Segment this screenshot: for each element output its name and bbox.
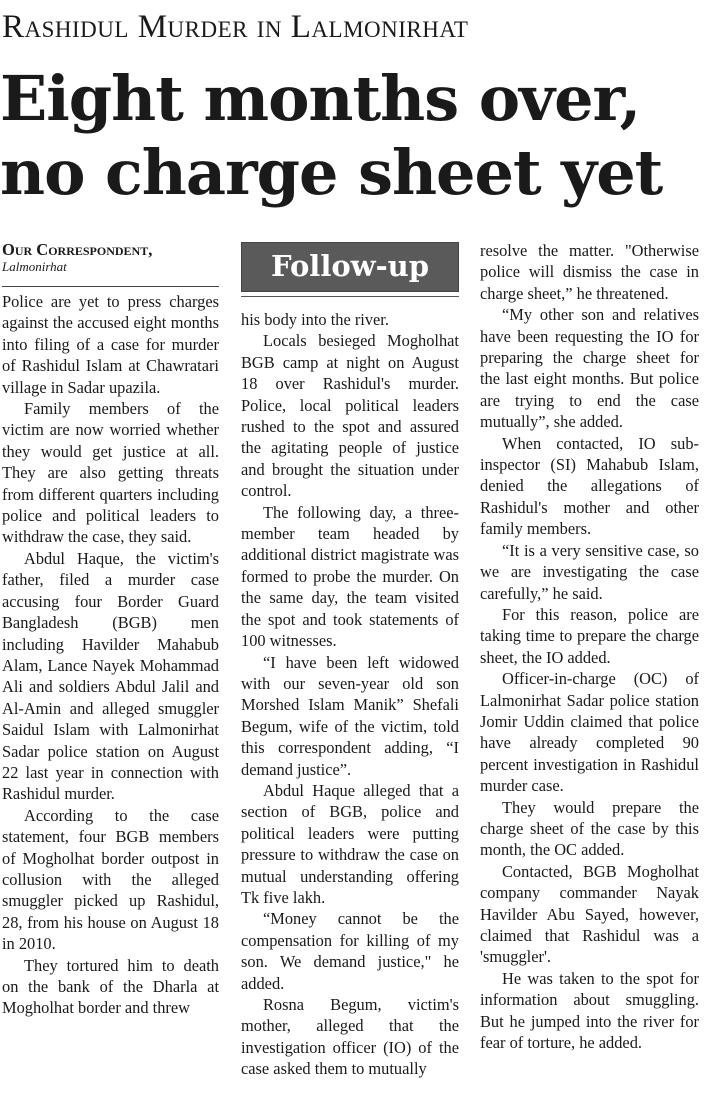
paragraph: Locals besieged Mogholhat BGB camp at night on August 18 over Rashidul's murder. Police, local political leaders rushed to the spot and assured the agitating people of justice and brought the situation under control.	[241, 331, 459, 501]
paragraph: Rosna Begum, victim's mother, alleged that the investigation officer (IO) of the case asked them to mutually	[241, 995, 459, 1079]
paragraph: For this reason, police are taking time to prepare the charge sheet, the IO added.	[480, 604, 699, 667]
article-kicker: Rashidul Murder in Lalmonirhat	[2, 9, 469, 45]
paragraph: They tortured him to death on the bank of the Dharla at Mogholhat border and threw	[2, 955, 219, 1018]
byline-dateline: Lalmonirhat	[2, 259, 67, 274]
paragraph: When contacted, IO sub-inspector (SI) Mahabub Islam, denied the allegations of Rashidul's mother and other family members.	[480, 433, 699, 539]
paragraph: According to the case statement, four BGB members of Mogholhat border outpost in collusion with the alleged smuggler picked up Rashidul, 28, from his house on August 18 in 2010.	[2, 805, 219, 954]
column-1	[2, 240, 219, 1019]
paragraph: “I have been left widowed with our seven-year old son Morshed Islam Manik” Shefali Begum, wife of the victim, told this correspondent adding, “I demand justice”.	[241, 652, 459, 779]
column-2	[241, 240, 459, 1080]
badge-divider	[241, 296, 459, 297]
paragraph: The following day, a three-member team headed by additional district magistrate was formed to probe the murder. On the same day, the team visited the spot and took statements of 100 witnesses.	[241, 502, 459, 651]
column-3	[480, 240, 699, 1053]
byline-author: Our Correspondent,	[2, 240, 153, 259]
paragraph: resolve the matter. "Otherwise police will dismiss the case in charge sheet,” he threatened.	[480, 241, 699, 303]
paragraph: They would prepare the charge sheet of the case by this month, the OC added.	[480, 797, 699, 860]
paragraph: “Money cannot be the compensation for killing of my son. We demand justice," he added.	[241, 909, 459, 993]
byline-divider	[2, 286, 219, 287]
paragraph: “It is a very sensitive case, so we are investigating the case carefully,” he said.	[480, 540, 699, 603]
paragraph: “My other son and relatives have been requesting the IO for preparing the charge sheet for the last eight months. But police are trying to end the case mutually”, she added.	[480, 305, 699, 432]
paragraph: Police are yet to press charges against the accused eight months into filing of a case for murder of Rashidul Islam at Chawratari village in Sadar upazila.	[2, 292, 219, 397]
byline	[2, 240, 219, 274]
paragraph: He was taken to the spot for information about smuggling. But he jumped into the river for fear of torture, he added.	[480, 968, 699, 1053]
paragraph: his body into the river.	[241, 310, 389, 329]
paragraph: Officer-in-charge (OC) of Lalmonirhat Sadar police station Jomir Uddin claimed that police have already completed 90 percent investigation in Rashidul murder case.	[480, 669, 699, 796]
paragraph: Family members of the victim are now worried whether they would get justice at all. They are also getting threats from different quarters including police and political leaders to withdraw the case, they said.	[2, 399, 219, 547]
paragraph: Abdul Haque, the victim's father, filed a murder case accusing four Border Guard Bangladesh (BGB) men including Havilder Mahabub Alam, Lance Nayek Mohammad Ali and soldiers Abdul Jalil and Al-Amin and alleged smuggler Saidul Islam with Lalmonirhat Sadar police station on August 22 last year in connection with Rashidul murder.	[2, 548, 219, 804]
paragraph: Contacted, BGB Mogholhat company commander Nayak Havilder Abu Sayed, however, claimed that Rashidul was a 'smuggler'.	[480, 861, 699, 967]
article-headline: Eight months over, no charge sheet yet	[0, 62, 663, 209]
follow-up-badge: Follow-up	[241, 242, 459, 292]
paragraph: Abdul Haque alleged that a section of BGB, police and political leaders were putting pressure to withdraw the case on mutual understanding offering Tk five lakh.	[241, 780, 459, 907]
